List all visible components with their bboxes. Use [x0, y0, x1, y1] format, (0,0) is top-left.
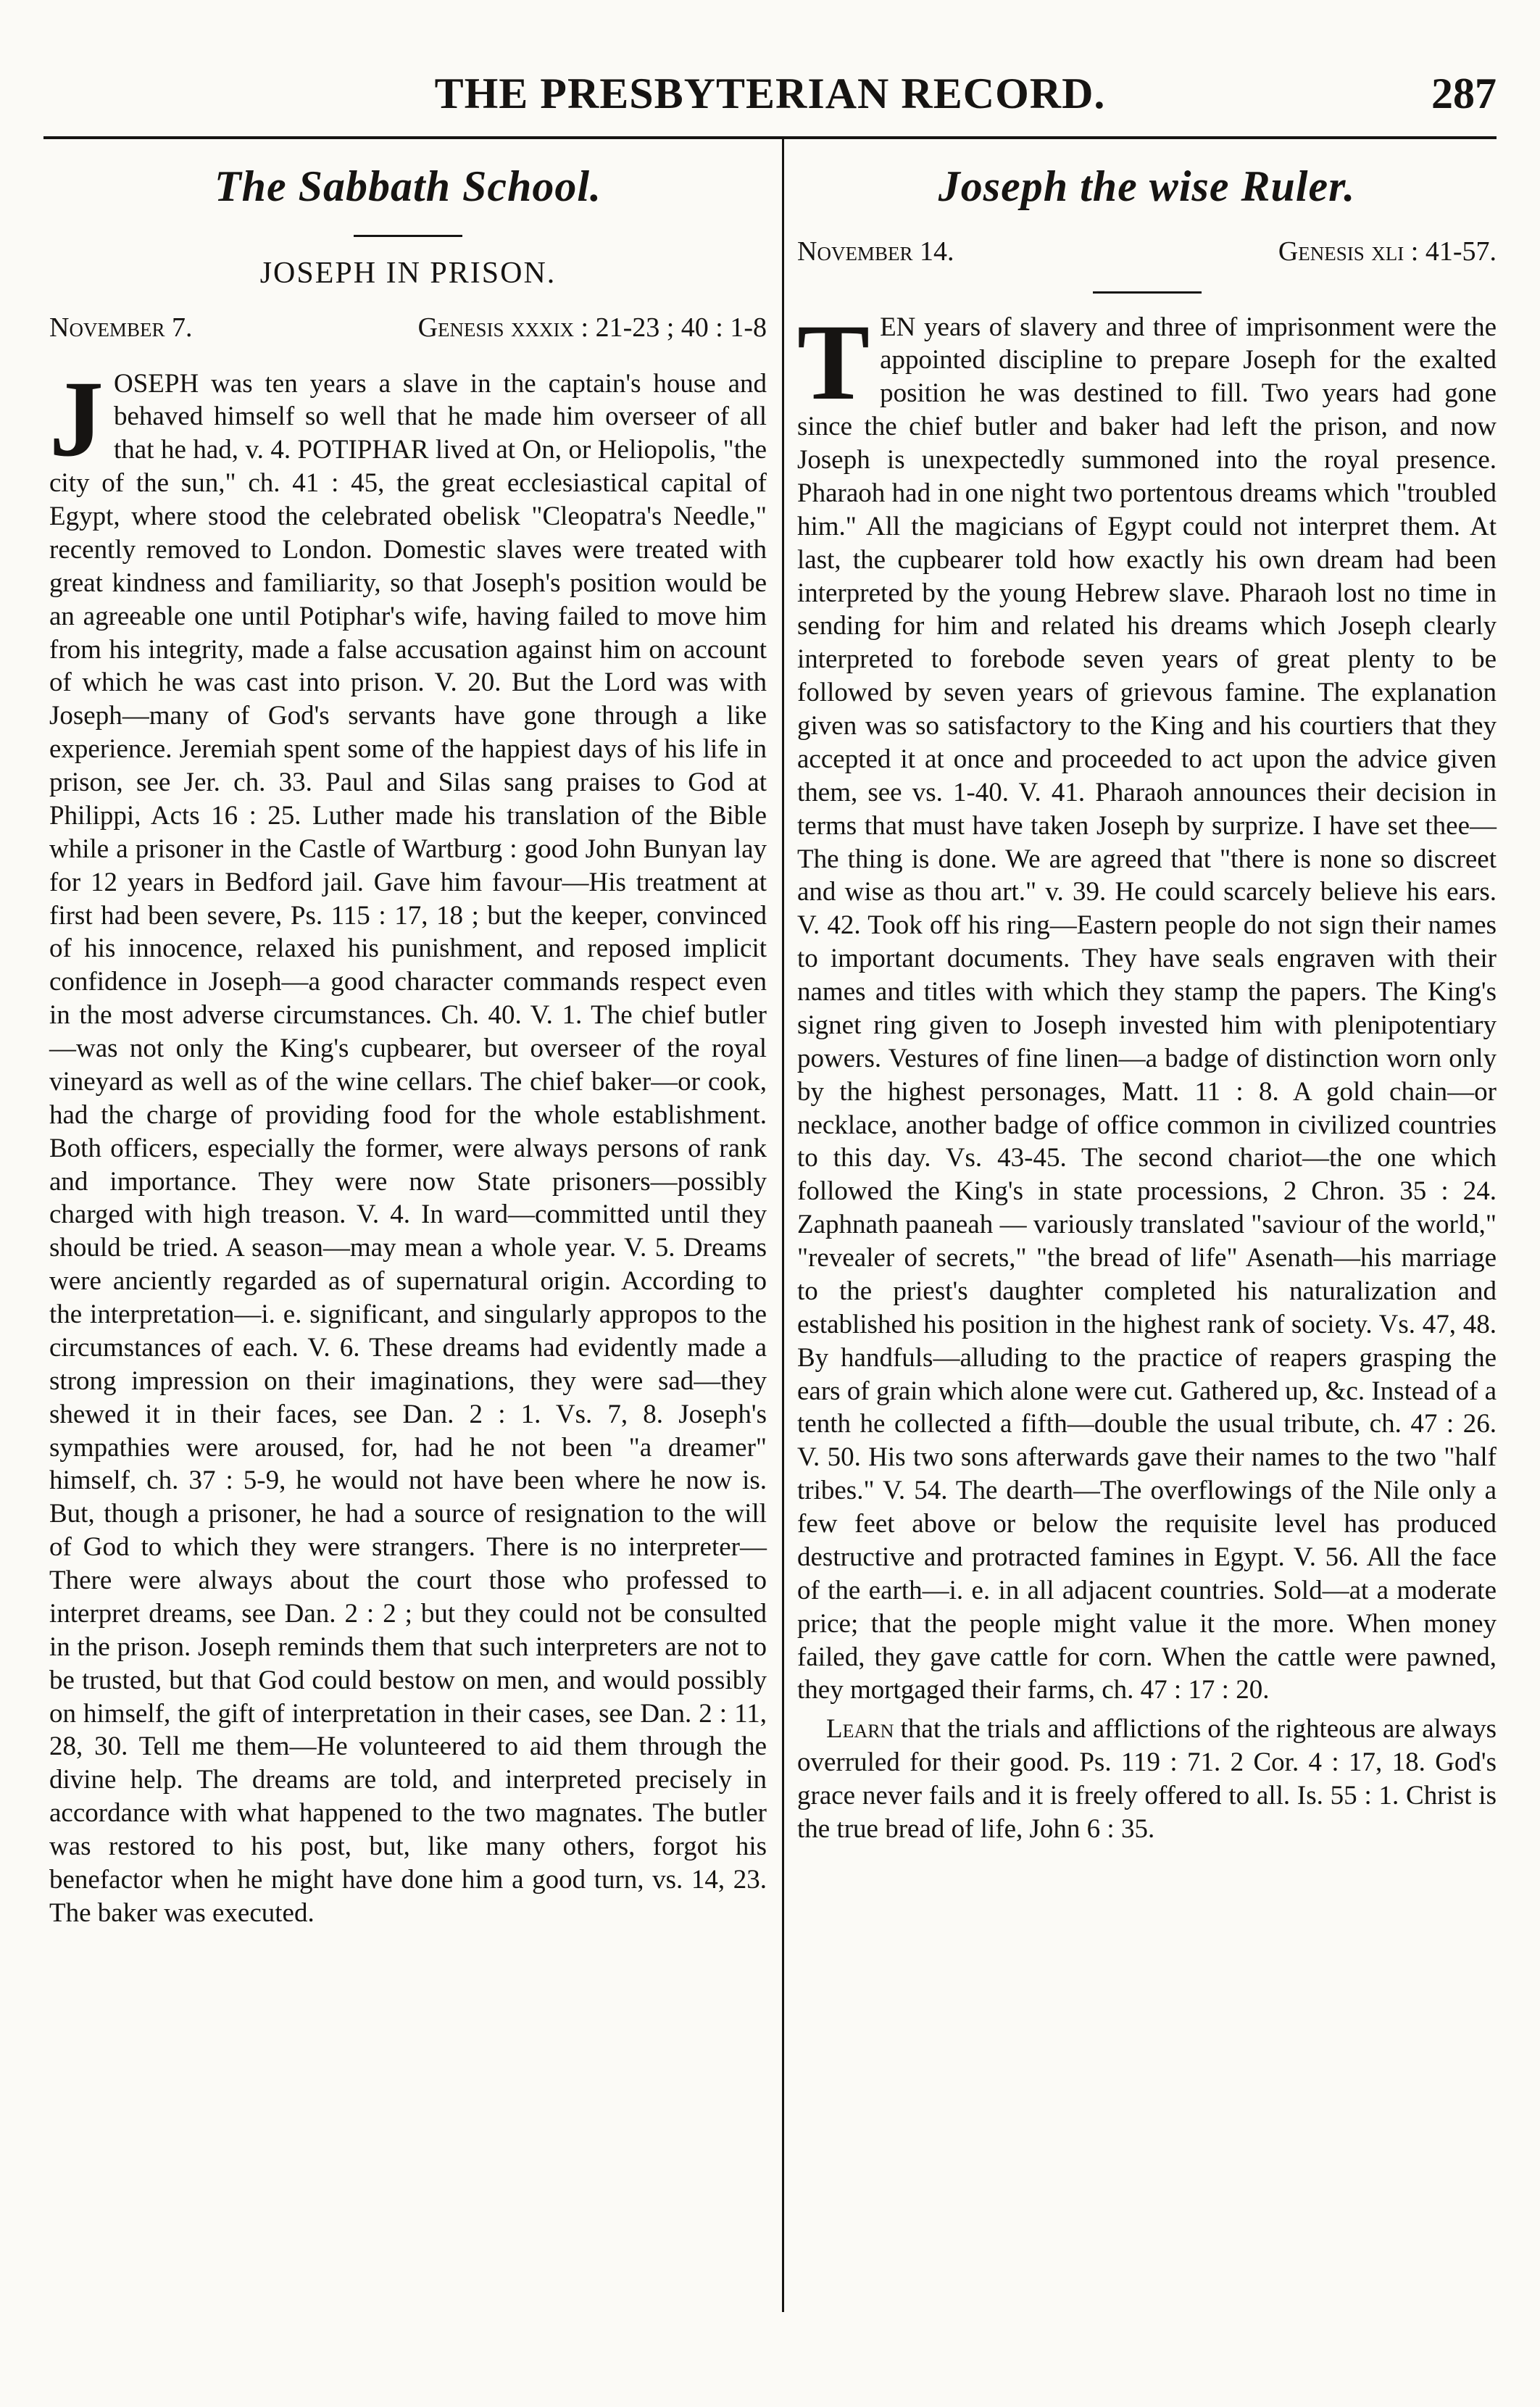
lesson-body	[49, 358, 767, 1930]
article-title: Joseph the wise Ruler.	[938, 162, 1356, 210]
learn-lead: Learn	[826, 1714, 894, 1745]
masthead	[43, 69, 1497, 127]
publication-title: THE PRESBYTERIAN RECORD.	[434, 70, 1106, 117]
section-rule	[354, 235, 462, 237]
article-date-line	[797, 235, 1497, 269]
lesson-reference: Genesis xxxix : 21-23 ; 40 : 1-8	[417, 312, 767, 344]
article-rule	[1093, 291, 1202, 294]
article-body-text: EN years of slavery and three of imprisonment were the appointed discipline to prepare Joseph for the exalted position he was destined to fill. Two years had gone since the chief butler and baker had left the prison, and now Joseph is unexpectedly summoned into the royal presence. Pharaoh had in one night two portentous dreams which "troubled him." All the magicians of Egypt could not interpret them. At last, the cupbearer told how exactly his own dream had been interpreted by the young Hebrew slave. Pharaoh lost no time in sending for him and related his dreams which Joseph clearly interpreted to forebode seven years of great plenty to be followed by seven years of grievous famine. The explanation given was so satisfactory to the King and his courtiers that they accepted it at once and proceeded to act upon the advice given them, see vs. 1-40. V. 41. Pharaoh announces their decision in terms that must have taken Joseph by surprize. I have set thee—The thing is done. We are agreed that "there is none so discreet and wise as thou art." v. 39. He could scarcely believe his ears. V. 42. Took off his ring—Eastern people do not sign their names to important documents. They have seals engraven with their names and titles with which they stamp the papers. The King's signet ring given to Joseph invested him with plenipotentiary powers. Vestures of fine linen—a badge of distinction worn only by the highest personages, Matt. 11 : 8. A gold chain—or necklace, another badge of office common in civilized countries to this day. Vs. 43-45. The second chariot—the one which followed the King's in state processions, 2 Chron. 35 : 24. Zaphnath paaneah — variously translated "saviour of the world," "revealer of secrets," "the bread of life" Asenath—his marriage to the priest's daughter completed his naturalization and established his position in the highest rank of society. Vs. 47, 48. By handfuls—alluding to the practice of reapers grasping the ears of grain which alone were cut. Gathered up, &c. Instead of a tenth he collected a fifth—double the usual tribute, ch. 47 : 26. V. 50. His two sons afterwards gave their names to the two "half tribes." V. 54. The dearth—The overflowings of the Nile only a few feet above or below the requisite level has produced destructive and protracted famines in Egypt. V. 56. All the face of the earth—i. e. in all adjacent countries. Sold—at a moderate price; that the people might value it the more. When money failed, they gave cattle for corn. When the cattle were pawned, they mortgaged their farms, ch. 47 : 17 : 20.	[797, 312, 1497, 1705]
column-divider	[782, 138, 784, 2312]
drop-cap: J	[49, 358, 104, 479]
drop-cap: T	[797, 302, 870, 423]
lesson-body-text: OSEPH was ten years a slave in the captain's house and behaved himself so well that he made him overseer of all that he had, v. 4. POTIPHAR lived at On, or Heliopolis, "the city of the sun," ch. 41 : 45, the great ecclesiastical capital of Egypt, where stood the celebrated obelisk "Cleopatra's Needle," recently removed to London. Domestic slaves were treated with great kindness and familiarity, so that Joseph's position would be an agreeable one until Potiphar's wife, having failed to move him from his integrity, made a false accusation against him on account of which he was cast into prison. V. 20. But the Lord was with Joseph—many of God's servants have gone through a like experience. Jeremiah spent some of the happiest days of his life in prison, see Jer. ch. 33. Paul and Silas sang praises to God at Philippi, Acts 16 : 25. Luther made his translation of the Bible while a prisoner in the Castle of Wartburg : good John Bunyan lay for 12 years in Bedford jail. Gave him favour—His treatment at first had been severe, Ps. 115 : 17, 18 ; but the keeper, convinced of his innocence, relaxed his punishment, and reposed implicit confidence in Joseph—a good character commands respect even in the most adverse circumstances. Ch. 40. V. 1. The chief butler—was not only the King's cupbearer, but overseer of the royal vineyard as well as of the wine cellars. The chief baker—or cook, had the charge of providing food for the whole establishment. Both officers, especially the former, were always persons of rank and importance. They were now State prisoners—possibly charged with high treason. V. 4. In ward—committed until they should be tried. A season—may mean a whole year. V. 5. Dreams were anciently regarded as of supernatural origin. According to the interpretation—i. e. significant, and singularly appropos to the circumstances of each. V. 6. These dreams had evidently made a strong impression on their imaginations, they were sad—they shewed it in their faces, see Dan. 2 : 1. Vs. 7, 8. Joseph's sympathies were aroused, for, had he not been "a dreamer" himself, ch. 37 : 5-9, he would not have been where he now is. But, though a prisoner, he had a source of resignation to the will of God to which they were strangers. There is no interpreter—There were always about the court those who professed to interpret dreams, see Dan. 2 : 2 ; but they could not be consulted in the prison. Joseph reminds them that such interpreters are not to be trusted, but that God could bestow on men, and would possibly on himself, the gift of interpretation in their cases, see Dan. 2 : 11, 28, 30. Tell me them—He volunteered to aid them through the divine help. The dreams are told, and interpreted precisely in accordance with what happened to the two magnates. The butler was restored to his post, but, like many others, forgot his benefactor when he might have done him a good turn, vs. 14, 23. The baker was executed.	[49, 368, 767, 1928]
lesson-date: November 7.	[49, 312, 193, 344]
article-date: November 14.	[797, 236, 954, 267]
right-column	[797, 159, 1497, 1846]
learn-text: that the trials and afflictions of the righteous are always overruled for their good. Ps. 119 : 71. 2 Cor. 4 : 17, 18. God's grace never fails and it is freely offered to all. Is. 55 : 1. Christ is the true bread of life, John 6 : 35.	[797, 1714, 1497, 1844]
lesson-date-line	[49, 311, 767, 345]
article-body	[797, 302, 1497, 1708]
lesson-title: JOSEPH IN PRISON.	[259, 257, 557, 291]
article-reference: Genesis xli : 41-57.	[1278, 236, 1497, 267]
header-rule	[43, 136, 1497, 139]
left-column	[49, 159, 767, 1930]
page-number: 287	[1431, 70, 1497, 117]
section-title: The Sabbath School.	[214, 162, 602, 210]
learn-paragraph	[797, 1713, 1497, 1846]
